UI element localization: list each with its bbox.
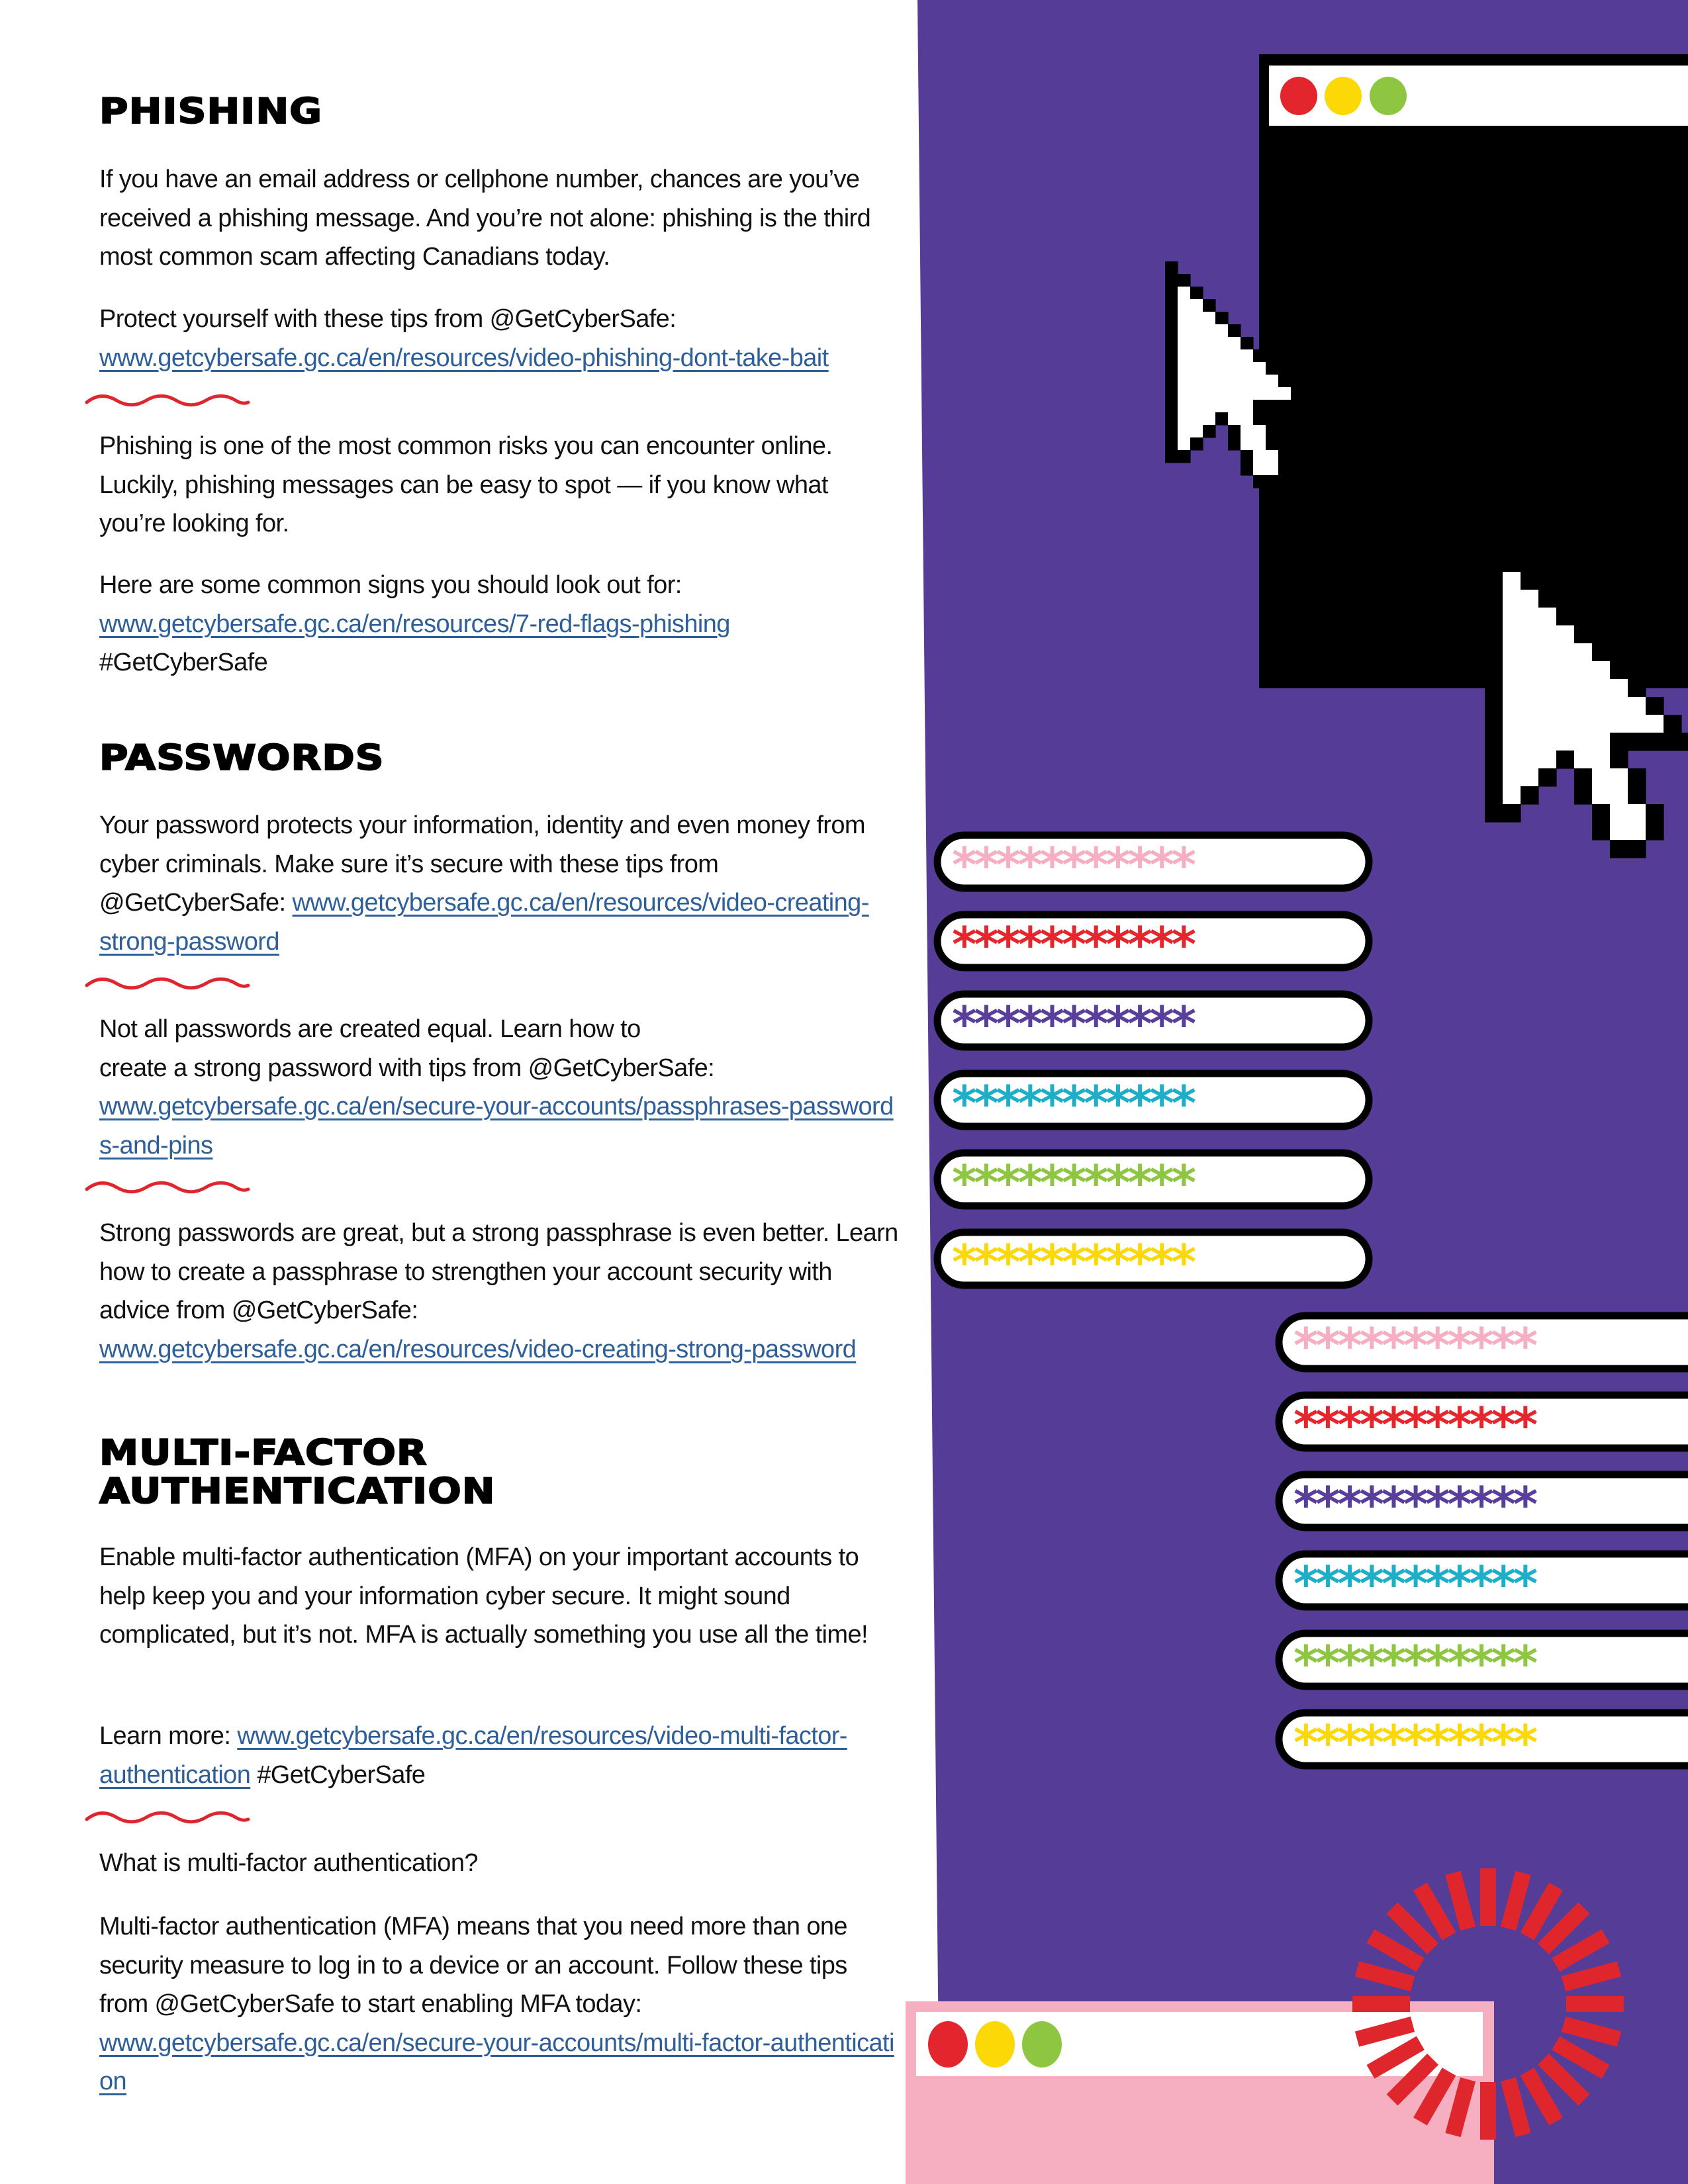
- cursor-pixel: [1178, 349, 1191, 363]
- cursor-pixel: [1241, 437, 1254, 451]
- cursor-pixel: [1190, 324, 1203, 338]
- cursor-pixel: [1538, 715, 1557, 733]
- window-minimize-dot-icon: [975, 2021, 1015, 2068]
- cursor-pixel: [1610, 679, 1628, 698]
- mfa-question: What is multi-factor authentication?: [99, 1849, 478, 1877]
- link-mfa-accounts[interactable]: www.getcybersafe.gc.ca/en/secure-your-accounts/multi-factor-authentication: [99, 2028, 894, 2095]
- cursor-pixel: [1178, 312, 1191, 325]
- cursor-pixel: [1556, 643, 1575, 662]
- cursor-pixel: [1592, 786, 1611, 805]
- cursor-pixel: [1178, 324, 1191, 338]
- cursor-pixel: [1165, 324, 1178, 338]
- password-mask: ***********: [952, 917, 1194, 972]
- cursor-pixel: [1538, 697, 1557, 715]
- cursor-pixel: [1165, 274, 1178, 287]
- cursor-pixel: [1266, 400, 1279, 413]
- cursor-pixel: [1485, 572, 1503, 590]
- password-field: [937, 1073, 1369, 1131]
- cursor-pixel: [1165, 287, 1178, 300]
- cursor-pixel: [1215, 400, 1229, 413]
- cursor-pixel: [1485, 804, 1503, 823]
- cursor-pixel: [1253, 412, 1266, 426]
- cursor-pixel: [1503, 697, 1521, 715]
- cursor-pixel: [1165, 261, 1178, 275]
- cursor-pixel: [1266, 437, 1279, 451]
- cursor-pixel: [1574, 697, 1593, 715]
- cursor-pixel: [1610, 715, 1628, 733]
- cursor-pixel: [1610, 804, 1628, 823]
- link-mfa-video[interactable]: www.getcybersafe.gc.ca/en/resources/video-multi-factor-authentication: [99, 1722, 847, 1789]
- cursor-pixel: [1592, 733, 1611, 751]
- cursor-pixel: [1228, 337, 1241, 350]
- cursor-pixel: [1485, 661, 1503, 680]
- cursor-pixel: [1228, 437, 1241, 451]
- cursor-pixel: [1190, 299, 1203, 312]
- cursor-pixel: [1266, 463, 1279, 476]
- cursor-pixel: [1190, 412, 1203, 426]
- cursor-pixel: [1574, 733, 1593, 751]
- password-mask: ***********: [952, 837, 1194, 893]
- cursor-pixel: [1610, 786, 1628, 805]
- passwords-intro-text: Your password protects your information, identity and even money from cyber criminals. Make sure it’s secure with these tips from @GetCyberSafe:: [99, 811, 865, 917]
- password-mask: ***********: [952, 1155, 1194, 1210]
- cursor-pixel: [1646, 822, 1664, 841]
- cursor-pixel: [1215, 375, 1229, 388]
- cursor-pixel: [1165, 387, 1178, 400]
- cursor-pixel: [1165, 450, 1178, 463]
- cursor-pixel: [1266, 375, 1279, 388]
- cursor-pixel: [1485, 536, 1503, 555]
- cursor-pixel: [1253, 450, 1266, 463]
- cursor-pixel: [1521, 661, 1539, 680]
- cursor-pixel: [1503, 572, 1521, 590]
- cursor-pixel: [1178, 437, 1191, 451]
- password-field: [1279, 1713, 1688, 1770]
- phishing-tips: [99, 300, 900, 377]
- cursor-pixel: [1503, 768, 1521, 787]
- cursor-pixel: [1610, 768, 1628, 787]
- cursor-pixel: [1538, 661, 1557, 680]
- cursor-pixel: [1203, 312, 1216, 325]
- cursor-pixel: [1190, 337, 1203, 350]
- cursor-pixel: [1178, 375, 1191, 388]
- mfa-heading-line2: AUTHENTICATION: [99, 1471, 496, 1512]
- cursor-pixel: [1538, 679, 1557, 698]
- password-mask: ***********: [1293, 1556, 1535, 1612]
- cursor-pixel: [1241, 387, 1254, 400]
- cursor-pixel: [1178, 337, 1191, 350]
- cursor-pixel: [1646, 715, 1664, 733]
- cursor-pixel: [1574, 679, 1593, 698]
- cursor-pixel: [1646, 733, 1664, 751]
- wavy-divider: [85, 1177, 250, 1197]
- password-mask: ***********: [1293, 1635, 1535, 1691]
- phishing-signs-intro: Phishing is one of the most common risks you can encounter online. Luckily, phishing messages can be easy to spot — if you know what you’re looking for.: [99, 432, 833, 537]
- cursor-pixel: [1503, 590, 1521, 608]
- cursor-pixel: [1592, 822, 1611, 841]
- cursor-pixel: [1215, 324, 1229, 338]
- cursor-pixel: [1646, 697, 1664, 715]
- cursor-pixel: [1521, 572, 1539, 590]
- cursor-pixel: [1503, 751, 1521, 769]
- cursor-pixel: [1628, 697, 1646, 715]
- mfa-heading-line1: MULTI-FACTOR: [99, 1433, 428, 1473]
- cursor-pixel: [1215, 312, 1229, 325]
- spinner-spoke: [1480, 1868, 1496, 1926]
- cursor-pixel: [1628, 733, 1646, 751]
- cursor-pixel: [1538, 643, 1557, 662]
- cursor-pixel: [1178, 425, 1191, 438]
- cursor-pixel: [1574, 661, 1593, 680]
- cursor-pixel: [1190, 387, 1203, 400]
- link-strong-password-video-2[interactable]: www.getcybersafe.gc.ca/en/resources/video-creating-strong-password: [99, 1335, 857, 1363]
- cursor-pixel: [1178, 387, 1191, 400]
- phishing-tips-text: Protect yourself with these tips from @GetCyberSafe:: [99, 305, 677, 333]
- wavy-divider: [85, 390, 250, 410]
- cursor-pixel: [1503, 804, 1521, 823]
- wavy-divider: [85, 974, 250, 993]
- cursor-pixel: [1574, 751, 1593, 769]
- passphrase-tip-text: Strong passwords are great, but a strong passphrase is even better. Learn how to create a passphrase to strengthen your account security with advice from @GetCyberSafe:: [99, 1219, 898, 1324]
- cursor-pixel: [1278, 375, 1291, 388]
- cursor-pixel: [1165, 312, 1178, 325]
- cursor-pixel: [1241, 337, 1254, 350]
- cursor-pixel: [1503, 679, 1521, 698]
- password-field: [1279, 1554, 1688, 1612]
- cursor-pixel: [1521, 625, 1539, 644]
- cursor-pixel: [1228, 387, 1241, 400]
- cursor-pixel: [1178, 287, 1191, 300]
- cursor-pixel: [1178, 412, 1191, 426]
- cursor-pixel: [1556, 608, 1575, 626]
- cursor-pixel: [1241, 450, 1254, 463]
- link-red-flags[interactable]: www.getcybersafe.gc.ca/en/resources/7-red-flags-phishing: [99, 610, 730, 638]
- cursor-pixel: [1190, 312, 1203, 325]
- cursor-pixel: [1592, 679, 1611, 698]
- mfa-explanation-text: Multi-factor authentication (MFA) means that you need more than one security measure to log in to a device or an account. Follow these tips from @GetCyberSafe to start enabling MFA today:: [99, 1913, 847, 2018]
- cursor-pixel: [1503, 715, 1521, 733]
- cursor-pixel: [1253, 375, 1266, 388]
- cursor-pixel: [1538, 608, 1557, 626]
- phishing-signs-text: Here are some common signs you should look out for:: [99, 571, 682, 599]
- cursor-pixel: [1556, 697, 1575, 715]
- cursor-pixel: [1178, 400, 1191, 413]
- cursor-pixel: [1556, 751, 1575, 769]
- cursor-pixel: [1485, 590, 1503, 608]
- cursor-pixel: [1190, 362, 1203, 375]
- cursor-pixel: [1485, 786, 1503, 805]
- cursor-pixel: [1538, 625, 1557, 644]
- cursor-pixel: [1503, 786, 1521, 805]
- cursor-pixel: [1215, 387, 1229, 400]
- hashtag: #GetCyberSafe: [257, 1760, 426, 1789]
- link-strong-password-video[interactable]: www.getcybersafe.gc.ca/en/resources/video-creating-strong-password: [99, 889, 869, 956]
- cursor-pixel: [1190, 375, 1203, 388]
- password-field: [937, 915, 1369, 972]
- cursor-pixel: [1485, 751, 1503, 769]
- cursor-pixel: [1503, 733, 1521, 751]
- window-maximize-dot-icon: [1022, 2021, 1062, 2068]
- cursor-pixel: [1521, 679, 1539, 698]
- mfa-learn-more: [99, 1717, 900, 1794]
- password-mask: ***********: [1293, 1715, 1535, 1770]
- window-close-dot-icon: [928, 2021, 968, 2068]
- cursor-pixel: [1556, 661, 1575, 680]
- cursor-pixel: [1628, 822, 1646, 841]
- cursor-pixel: [1521, 768, 1539, 787]
- cursor-pixel: [1628, 786, 1646, 805]
- cursor-pixel: [1165, 437, 1178, 451]
- cursor-pixel: [1592, 751, 1611, 769]
- cursor-pixel: [1278, 400, 1291, 413]
- spinner-spoke: [1352, 1996, 1410, 2012]
- cursor-pixel: [1610, 697, 1628, 715]
- cursor-pixel: [1228, 375, 1241, 388]
- cursor-pixel: [1574, 625, 1593, 644]
- cursor-pixel: [1228, 362, 1241, 375]
- password-mask: ***********: [952, 996, 1194, 1052]
- cursor-pixel: [1165, 375, 1178, 388]
- cursor-pixel: [1190, 349, 1203, 363]
- cursor-pixel: [1556, 625, 1575, 644]
- link-phishing-video[interactable]: www.getcybersafe.gc.ca/en/resources/video-phishing-dont-take-bait: [99, 343, 829, 372]
- cursor-pixel: [1521, 786, 1539, 805]
- cursor-pixel: [1592, 804, 1611, 823]
- cursor-pixel: [1203, 400, 1216, 413]
- cursor-pixel: [1178, 362, 1191, 375]
- password-field: [937, 835, 1369, 893]
- cursor-pixel: [1241, 412, 1254, 426]
- passwords-intro: [99, 806, 900, 961]
- cursor-pixel: [1165, 349, 1178, 363]
- cursor-pixel: [1253, 475, 1266, 488]
- cursor-pixel: [1203, 349, 1216, 363]
- cursor-pixel: [1241, 362, 1254, 375]
- cursor-pixel: [1215, 412, 1229, 426]
- cursor-pixel: [1303, 400, 1317, 413]
- cursor-pixel: [1485, 768, 1503, 787]
- password-field: [1279, 1633, 1688, 1691]
- cursor-pixel: [1215, 362, 1229, 375]
- browser-window-body: [1259, 54, 1688, 688]
- cursor-pixel: [1266, 387, 1279, 400]
- cursor-pixel: [1278, 387, 1291, 400]
- password-mask: ***********: [1293, 1397, 1535, 1453]
- cursor-pixel: [1228, 425, 1241, 438]
- cursor-pixel: [1538, 751, 1557, 769]
- cursor-pixel: [1228, 400, 1241, 413]
- browser-window-top: [1259, 54, 1688, 688]
- cursor-pixel: [1278, 450, 1291, 463]
- window-minimize-dot-icon: [1325, 77, 1362, 115]
- cursor-pixel: [1556, 715, 1575, 733]
- cursor-pixel: [1266, 362, 1279, 375]
- passwords-equal-line2: create a strong password with tips from @GetCyberSafe:: [99, 1054, 715, 1082]
- cursor-pixel: [1503, 661, 1521, 680]
- cursor-pixel: [1521, 751, 1539, 769]
- password-mask: ***********: [952, 1234, 1194, 1290]
- password-field: [937, 1153, 1369, 1210]
- cursor-pixel: [1165, 299, 1178, 312]
- cursor-pixel: [1165, 412, 1178, 426]
- password-field: [937, 994, 1369, 1052]
- cursor-pixel: [1574, 643, 1593, 662]
- mfa-explanation: [99, 1907, 900, 2101]
- cursor-pixel: [1253, 362, 1266, 375]
- password-field: [1279, 1475, 1688, 1532]
- cursor-pixel: [1503, 625, 1521, 644]
- cursor-pixel: [1592, 661, 1611, 680]
- passwords-equal-line1: Not all passwords are created equal. Learn how to: [99, 1015, 641, 1043]
- cursor-pixel: [1266, 475, 1279, 488]
- cursor-pixel: [1241, 425, 1254, 438]
- cursor-pixel: [1165, 337, 1178, 350]
- cursor-pixel: [1203, 362, 1216, 375]
- cursor-pixel: [1485, 554, 1503, 572]
- cursor-pixel: [1610, 733, 1628, 751]
- section-heading-passwords: PASSWORDS: [99, 738, 385, 778]
- cursor-pixel: [1203, 375, 1216, 388]
- cursor-pixel: [1610, 751, 1628, 769]
- cursor-pixel: [1538, 768, 1557, 787]
- hashtag: #GetCyberSafe: [99, 649, 268, 676]
- mfa-learn-more-text: Learn more:: [99, 1722, 231, 1750]
- cursor-pixel: [1190, 400, 1203, 413]
- cursor-pixel: [1203, 324, 1216, 338]
- cursor-pixel: [1592, 697, 1611, 715]
- cursor-pixel: [1203, 337, 1216, 350]
- window-close-dot-icon: [1280, 77, 1317, 115]
- cursor-pixel: [1190, 437, 1203, 451]
- cursor-pixel: [1178, 299, 1191, 312]
- cursor-pixel: [1266, 450, 1279, 463]
- cursor-pixel: [1610, 661, 1628, 680]
- cursor-pixel: [1241, 400, 1254, 413]
- cursor-pixel: [1538, 590, 1557, 608]
- cursor-pixel: [1503, 643, 1521, 662]
- cursor-pixel: [1592, 643, 1611, 662]
- cursor-pixel: [1165, 400, 1178, 413]
- cursor-pixel: [1165, 362, 1178, 375]
- cursor-pixel: [1521, 590, 1539, 608]
- cursor-pixel: [1646, 804, 1664, 823]
- cursor-pixel: [1253, 349, 1266, 363]
- cursor-pixel: [1241, 375, 1254, 388]
- password-field: [1279, 1395, 1688, 1453]
- cursor-pixel: [1628, 840, 1646, 858]
- cursor-pixel: [1228, 324, 1241, 338]
- spinner-spoke: [1566, 1996, 1624, 2012]
- section-heading-mfa: [99, 1434, 496, 1511]
- password-mask: ***********: [1293, 1477, 1535, 1532]
- cursor-pixel: [1203, 412, 1216, 426]
- cursor-pixel: [1485, 625, 1503, 644]
- password-field: [937, 1232, 1369, 1290]
- cursor-pixel: [1253, 387, 1266, 400]
- cursor-pixel: [1664, 733, 1682, 751]
- password-field: [1279, 1316, 1688, 1373]
- cursor-pixel: [1190, 287, 1203, 300]
- cursor-pixel: [1228, 412, 1241, 426]
- cursor-pixel: [1228, 349, 1241, 363]
- cursor-pixel: [1521, 608, 1539, 626]
- cursor-pixel: [1628, 679, 1646, 698]
- cursor-pixel: [1253, 400, 1266, 413]
- cursor-pixel: [1178, 450, 1191, 463]
- cursor-pixel: [1628, 768, 1646, 787]
- cursor-pixel: [1574, 768, 1593, 787]
- window-maximize-dot-icon: [1370, 77, 1407, 115]
- link-passphrases[interactable]: www.getcybersafe.gc.ca/en/secure-your-accounts/passphrases-passwords-and-pins: [99, 1093, 894, 1160]
- cursor-pixel: [1485, 608, 1503, 626]
- cursor-pixel: [1203, 425, 1216, 438]
- cursor-pixel: [1203, 387, 1216, 400]
- cursor-pixel: [1628, 804, 1646, 823]
- cursor-pixel: [1178, 274, 1191, 287]
- cursor-pixel: [1503, 554, 1521, 572]
- cursor-pixel: [1610, 822, 1628, 841]
- cursor-pixel: [1485, 715, 1503, 733]
- cursor-pixel: [1664, 715, 1682, 733]
- passphrase-tip: [99, 1214, 900, 1369]
- section-heading-phishing: PHISHING: [99, 91, 323, 132]
- cursor-pixel: [1628, 715, 1646, 733]
- cursor-pixel: [1521, 697, 1539, 715]
- cursor-pixel: [1215, 349, 1229, 363]
- cursor-pixel: [1592, 768, 1611, 787]
- password-mask: ***********: [952, 1075, 1194, 1131]
- cursor-pixel: [1241, 463, 1254, 476]
- cursor-pixel: [1538, 733, 1557, 751]
- cursor-pixel: [1521, 733, 1539, 751]
- cursor-pixel: [1556, 679, 1575, 698]
- cursor-pixel: [1485, 733, 1503, 751]
- cursor-pixel: [1574, 786, 1593, 805]
- cursor-pixel: [1266, 425, 1279, 438]
- cursor-pixel: [1574, 715, 1593, 733]
- cursor-pixel: [1485, 679, 1503, 698]
- cursor-pixel: [1681, 733, 1688, 751]
- wavy-divider: [85, 1807, 250, 1827]
- passwords-equal: [99, 1010, 900, 1165]
- cursor-pixel: [1291, 400, 1304, 413]
- cursor-pixel: [1556, 733, 1575, 751]
- cursor-pixel: [1485, 643, 1503, 662]
- cursor-pixel: [1241, 349, 1254, 363]
- password-mask: ***********: [1293, 1318, 1535, 1373]
- mfa-intro: Enable multi-factor authentication (MFA) on your important accounts to help keep you and your information cyber secure. It might sound complicated, but it’s not. MFA is actually something you use all the time!: [99, 1543, 868, 1649]
- cursor-pixel: [1165, 425, 1178, 438]
- cursor-pixel: [1253, 425, 1266, 438]
- cursor-pixel: [1485, 697, 1503, 715]
- cursor-pixel: [1278, 463, 1291, 476]
- cursor-pixel: [1253, 437, 1266, 451]
- phishing-intro: If you have an email address or cellphone number, chances are you’ve received a phishing message. And you’re not alone: phishing is the third most common scam affecting Canadians today.: [99, 165, 871, 271]
- cursor-pixel: [1203, 299, 1216, 312]
- cursor-pixel: [1190, 425, 1203, 438]
- cursor-pixel: [1521, 643, 1539, 662]
- cursor-pixel: [1503, 608, 1521, 626]
- cursor-pixel: [1592, 715, 1611, 733]
- cursor-pixel: [1610, 840, 1628, 858]
- phishing-signs: [99, 566, 900, 682]
- cursor-pixel: [1253, 463, 1266, 476]
- cursor-pixel: [1291, 387, 1304, 400]
- spinner-spoke: [1480, 2082, 1496, 2140]
- cursor-pixel: [1521, 715, 1539, 733]
- cursor-pixel: [1215, 337, 1229, 350]
